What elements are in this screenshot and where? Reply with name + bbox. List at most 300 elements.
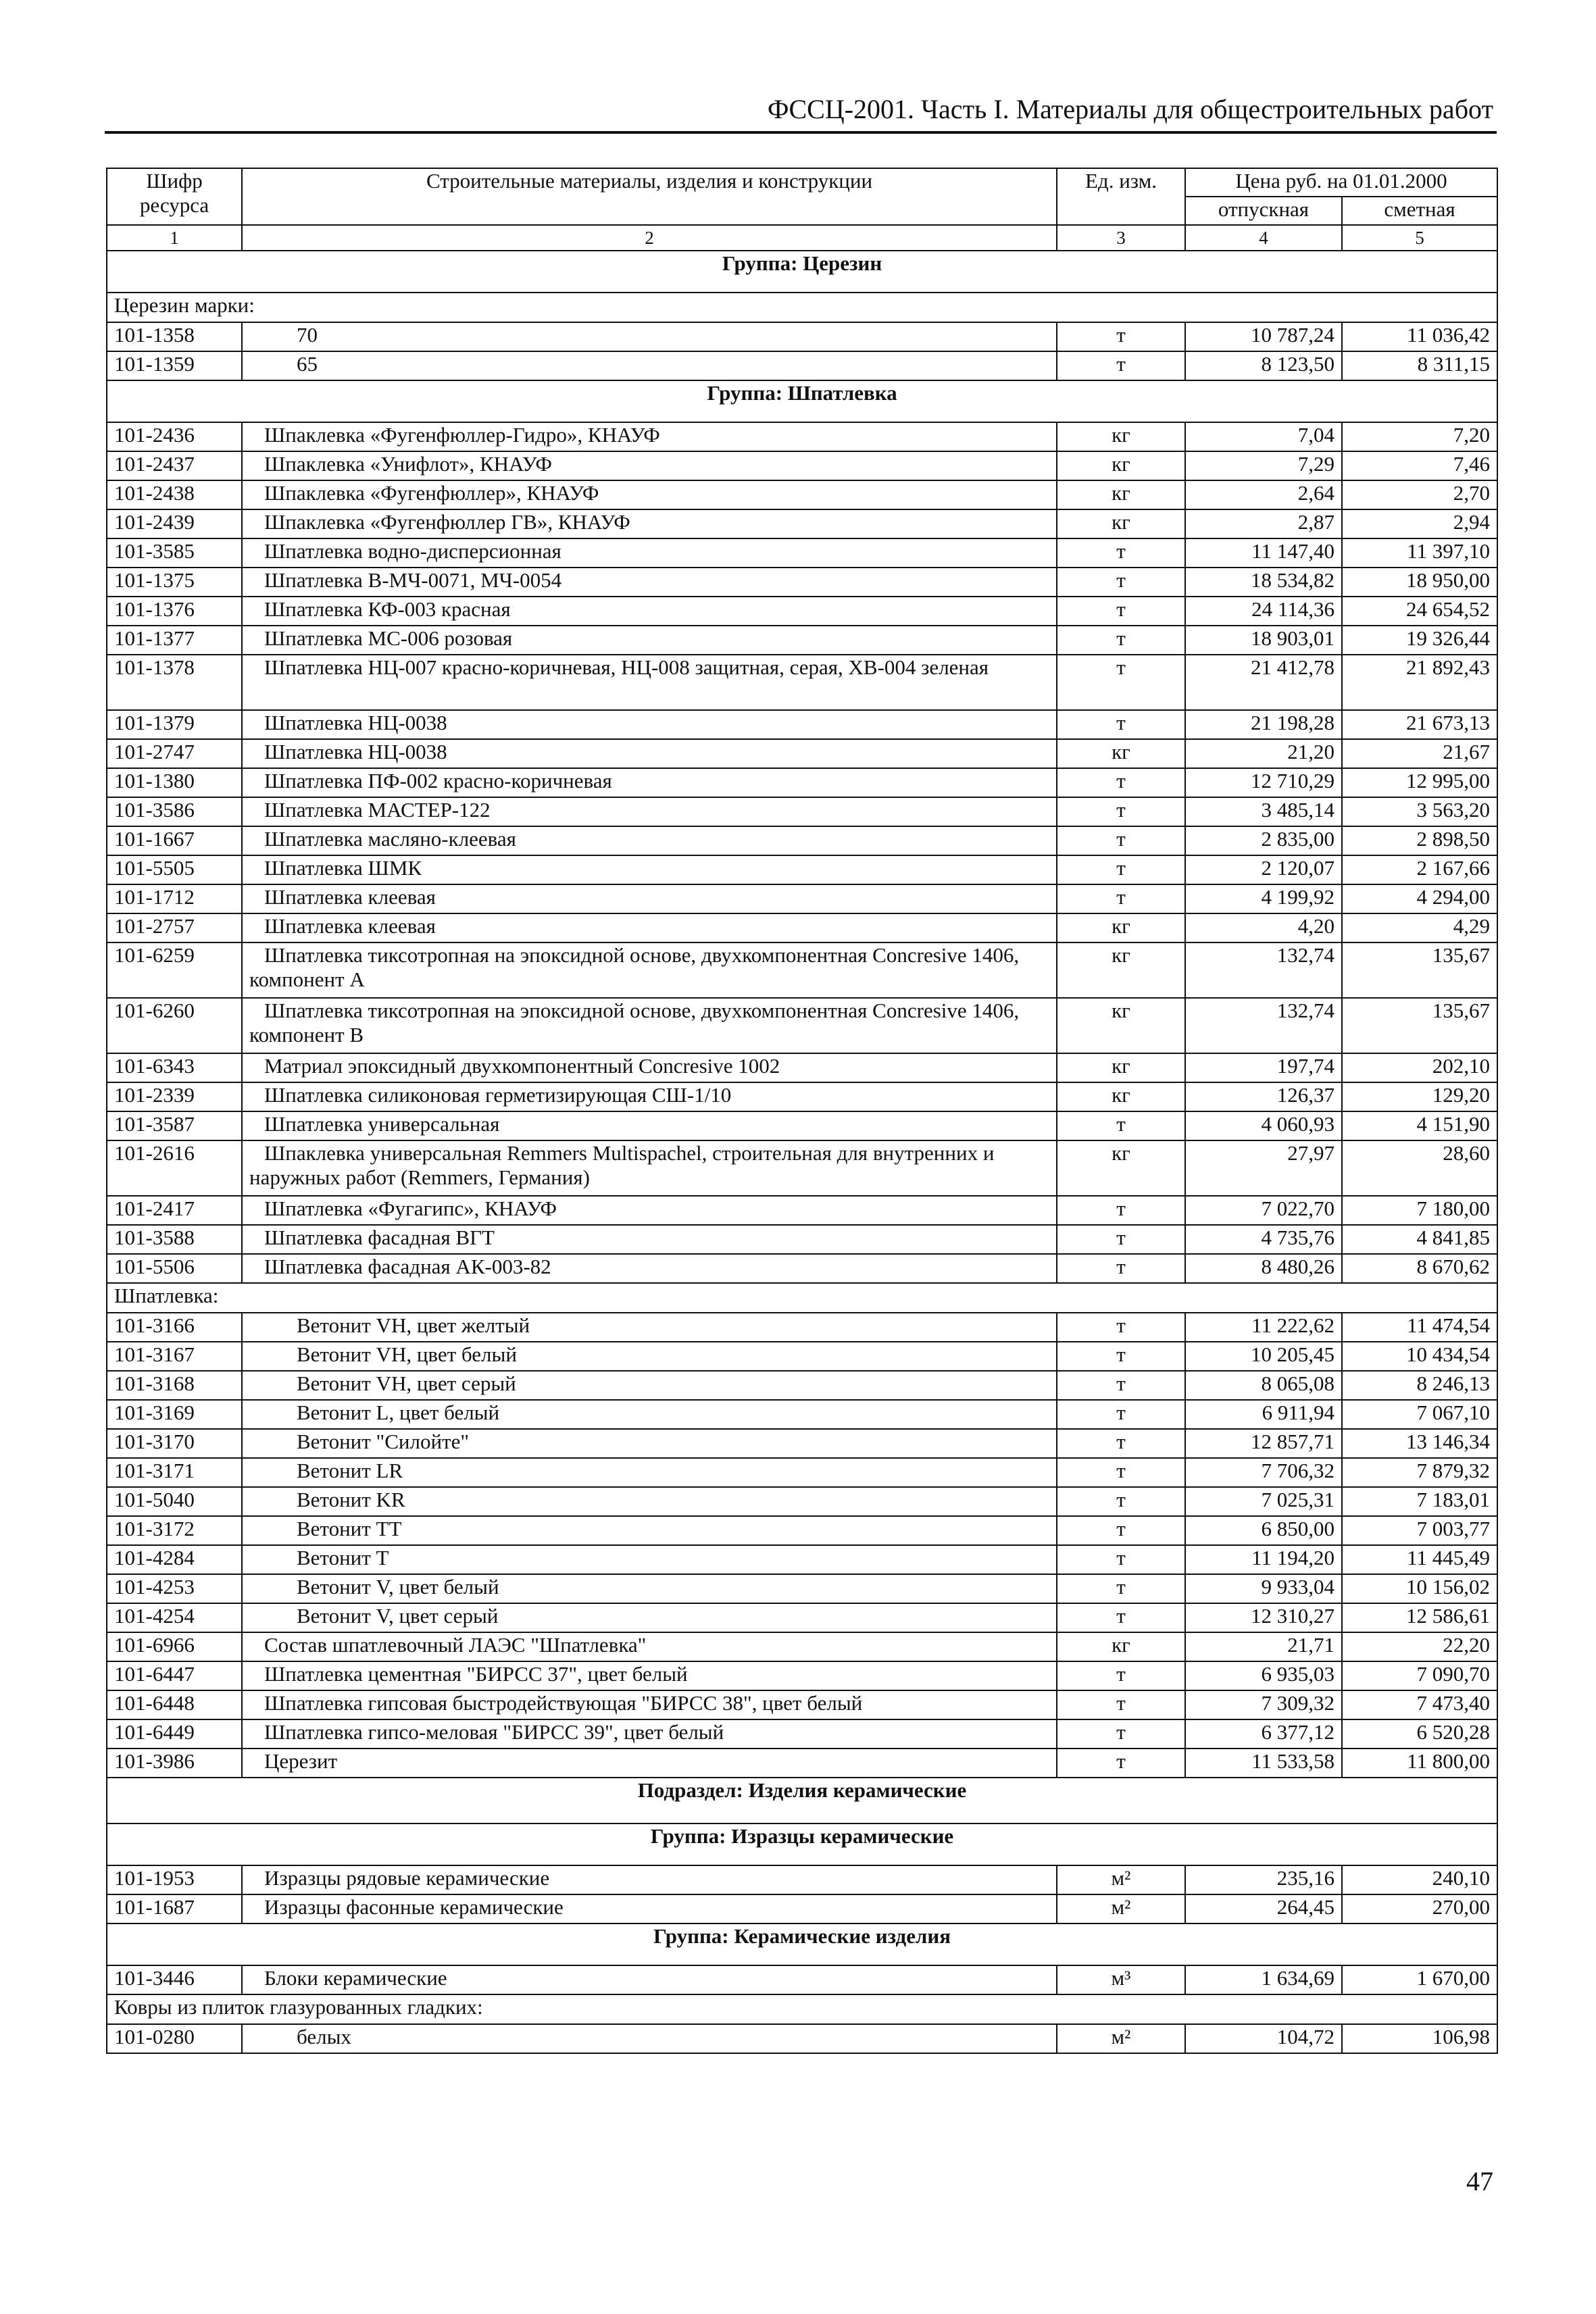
heading-text: Группа: Шпатлевка	[107, 380, 1497, 422]
resource-code: 101-1378	[107, 655, 242, 710]
estimate-price: 19 326,44	[1342, 626, 1497, 655]
estimate-price: 11 474,54	[1342, 1313, 1497, 1342]
unit-cell: м²	[1057, 2024, 1185, 2053]
resource-code: 101-3170	[107, 1429, 242, 1458]
material-name	[242, 1458, 1057, 1487]
material-name-text: Шпатлевка НЦ-0038	[264, 740, 447, 763]
release-price: 235,16	[1185, 1865, 1342, 1894]
table-row	[107, 998, 1497, 1053]
unit-cell: т	[1057, 1225, 1185, 1254]
column-number-row	[107, 225, 1497, 251]
material-name-text: Церезит	[264, 1749, 338, 1773]
release-price: 8 480,26	[1185, 1254, 1342, 1283]
resource-code: 101-3167	[107, 1342, 242, 1371]
estimate-price: 7 180,00	[1342, 1196, 1497, 1225]
unit-cell: т	[1057, 1313, 1185, 1342]
unit-cell: т	[1057, 1545, 1185, 1574]
estimate-price: 240,10	[1342, 1865, 1497, 1894]
resource-code: 101-3446	[107, 1965, 242, 1994]
material-name	[242, 1225, 1057, 1254]
estimate-price: 28,60	[1342, 1140, 1497, 1196]
table-row	[107, 1313, 1497, 1342]
table-row	[107, 884, 1497, 913]
material-name-text: Шпатлевка гипсо-меловая "БИРСС 39", цвет белый	[264, 1720, 724, 1744]
resource-code: 101-2436	[107, 422, 242, 451]
estimate-price: 11 445,49	[1342, 1545, 1497, 1574]
table-row	[107, 597, 1497, 626]
material-name	[242, 1313, 1057, 1342]
unit-cell: кг	[1057, 509, 1185, 538]
group-heading-row	[107, 251, 1497, 293]
material-name	[242, 1516, 1057, 1545]
release-price: 7 025,31	[1185, 1487, 1342, 1516]
release-price: 11 533,58	[1185, 1749, 1342, 1778]
material-name-text: Изразцы рядовые керамические	[264, 1866, 550, 1890]
estimate-price: 10 434,54	[1342, 1342, 1497, 1371]
unit-cell: кг	[1057, 1140, 1185, 1196]
unit-cell: т	[1057, 1487, 1185, 1516]
release-price: 12 310,27	[1185, 1603, 1342, 1632]
table-header-row	[107, 168, 1497, 197]
estimate-price: 24 654,52	[1342, 597, 1497, 626]
estimate-price: 8 670,62	[1342, 1254, 1497, 1283]
resource-code: 101-6966	[107, 1632, 242, 1661]
release-price: 8 123,50	[1185, 351, 1342, 380]
estimate-price: 21,67	[1342, 739, 1497, 768]
resource-code: 101-1377	[107, 626, 242, 655]
estimate-price: 3 563,20	[1342, 797, 1497, 826]
material-name	[242, 1603, 1057, 1632]
unit-cell: т	[1057, 1111, 1185, 1140]
group-heading-row	[107, 1823, 1497, 1865]
column-number: 1	[107, 225, 242, 251]
table-row	[107, 1342, 1497, 1371]
release-price: 7 309,32	[1185, 1690, 1342, 1719]
unit-cell: кг	[1057, 942, 1185, 998]
subheading-row	[107, 293, 1497, 322]
material-name-text: Шпатлевка цементная "БИРСС 37", цвет белый	[264, 1662, 688, 1686]
estimate-price: 7,46	[1342, 451, 1497, 480]
page-header-title: ФССЦ-2001. Часть I. Материалы для общестроительных работ	[767, 94, 1493, 124]
release-price: 2 835,00	[1185, 826, 1342, 855]
release-price: 10 205,45	[1185, 1342, 1342, 1371]
estimate-price: 129,20	[1342, 1082, 1497, 1111]
resource-code: 101-3588	[107, 1225, 242, 1254]
material-name	[242, 884, 1057, 913]
material-name	[242, 1140, 1057, 1196]
resource-code: 101-4253	[107, 1574, 242, 1603]
resource-code: 101-2439	[107, 509, 242, 538]
unit-cell: т	[1057, 768, 1185, 797]
release-price: 18 534,82	[1185, 568, 1342, 597]
subheading-row	[107, 1994, 1497, 2024]
material-name	[242, 1632, 1057, 1661]
resource-code: 101-5505	[107, 855, 242, 884]
material-name-text: Шпатлевка водно-дисперсионная	[264, 539, 562, 563]
material-name	[242, 1342, 1057, 1371]
estimate-price: 10 156,02	[1342, 1574, 1497, 1603]
subheading-text: Церезин марки:	[107, 293, 1497, 322]
estimate-price: 22,20	[1342, 1632, 1497, 1661]
estimate-price: 7,20	[1342, 422, 1497, 451]
unit-cell: т	[1057, 597, 1185, 626]
header-estimate-price: сметная	[1342, 197, 1497, 225]
release-price: 11 194,20	[1185, 1545, 1342, 1574]
header-release-price: отпускная	[1185, 197, 1342, 225]
material-name-text: Ветонит VH, цвет желтый	[297, 1313, 530, 1337]
table-row	[107, 1429, 1497, 1458]
material-name-text: Матриал эпоксидный двухкомпонентный Concresive 1002	[264, 1054, 780, 1078]
resource-code: 101-6259	[107, 942, 242, 998]
material-name	[242, 913, 1057, 942]
table-row	[107, 1749, 1497, 1778]
material-name-text: Шпатлевка тиксотропная на эпоксидной основе, двухкомпонентная Concresive 1406, компонент В	[249, 999, 1020, 1047]
heading-text: Группа: Церезин	[107, 251, 1497, 293]
heading-text: Подраздел: Изделия керамические	[107, 1778, 1497, 1823]
release-price: 7,29	[1185, 451, 1342, 480]
unit-cell: т	[1057, 1516, 1185, 1545]
unit-cell: кг	[1057, 480, 1185, 509]
table-row	[107, 422, 1497, 451]
unit-cell: т	[1057, 568, 1185, 597]
table-row	[107, 1545, 1497, 1574]
table-row	[107, 797, 1497, 826]
release-price: 8 065,08	[1185, 1371, 1342, 1400]
estimate-price: 21 673,13	[1342, 710, 1497, 739]
resource-code: 101-1712	[107, 884, 242, 913]
unit-cell: т	[1057, 797, 1185, 826]
material-name	[242, 1690, 1057, 1719]
resource-code: 101-1375	[107, 568, 242, 597]
release-price: 264,45	[1185, 1894, 1342, 1923]
material-name-text: Ветонит LR	[297, 1459, 403, 1482]
release-price: 2,87	[1185, 509, 1342, 538]
material-name	[242, 1429, 1057, 1458]
material-name-text: Шпатлевка гипсовая быстродействующая "БИРСС 38", цвет белый	[264, 1691, 863, 1715]
header-code: Шифр ресурса	[107, 168, 242, 225]
table-row	[107, 739, 1497, 768]
material-name-text: Ветонит VH, цвет серый	[297, 1372, 516, 1395]
material-name-text: Состав шпатлевочный ЛАЭС "Шпатлевка"	[264, 1633, 647, 1657]
unit-cell: т	[1057, 1342, 1185, 1371]
estimate-price: 4 841,85	[1342, 1225, 1497, 1254]
resource-code: 101-2438	[107, 480, 242, 509]
material-name	[242, 855, 1057, 884]
release-price: 11 222,62	[1185, 1313, 1342, 1342]
material-name-text: Шпатлевка КФ-003 красная	[264, 597, 511, 621]
material-name-text: Шпатлевка силиконовая герметизирующая СШ-1/10	[264, 1083, 732, 1107]
material-name-text: Изразцы фасонные керамические	[264, 1895, 564, 1919]
release-price: 126,37	[1185, 1082, 1342, 1111]
unit-cell: кг	[1057, 1082, 1185, 1111]
material-name	[242, 1894, 1057, 1923]
estimate-price: 270,00	[1342, 1894, 1497, 1923]
material-name	[242, 1749, 1057, 1778]
material-name	[242, 1053, 1057, 1082]
material-name	[242, 597, 1057, 626]
material-name-text: Шпатлевка клеевая	[264, 914, 436, 938]
header-price: Цена руб. на 01.01.2000	[1185, 168, 1497, 197]
resource-code: 101-2747	[107, 739, 242, 768]
resource-code: 101-3171	[107, 1458, 242, 1487]
unit-cell: т	[1057, 1603, 1185, 1632]
resource-code: 101-0280	[107, 2024, 242, 2053]
material-name-text: Шпатлевка НЦ-007 красно-коричневая, НЦ-008 защитная, серая, ХВ-004 зеленая	[264, 655, 989, 679]
material-name	[242, 1545, 1057, 1574]
release-price: 7,04	[1185, 422, 1342, 451]
resource-code: 101-1953	[107, 1865, 242, 1894]
unit-cell: т	[1057, 826, 1185, 855]
material-name-text: белых	[297, 2025, 351, 2048]
table-row	[107, 351, 1497, 380]
table-row	[107, 626, 1497, 655]
material-name	[242, 2024, 1057, 2053]
table-row	[107, 1690, 1497, 1719]
table-row	[107, 1487, 1497, 1516]
resource-code: 101-2417	[107, 1196, 242, 1225]
release-price: 4,20	[1185, 913, 1342, 942]
estimate-price: 1 670,00	[1342, 1965, 1497, 1994]
material-name-text: Шпаклевка универсальная Remmers Multispachel, строительная для внутренних и наружных работ (Remmers, Германия)	[249, 1141, 995, 1189]
resource-code: 101-6448	[107, 1690, 242, 1719]
material-name	[242, 1254, 1057, 1283]
release-price: 21 198,28	[1185, 710, 1342, 739]
resource-code: 101-1667	[107, 826, 242, 855]
material-name-text: Блоки керамические	[264, 1966, 447, 1990]
unit-cell: т	[1057, 1458, 1185, 1487]
unit-cell: т	[1057, 1749, 1185, 1778]
estimate-price: 7 473,40	[1342, 1690, 1497, 1719]
table-row	[107, 1082, 1497, 1111]
material-name	[242, 451, 1057, 480]
resource-code: 101-2437	[107, 451, 242, 480]
estimate-price: 6 520,28	[1342, 1719, 1497, 1749]
unit-cell: т	[1057, 1690, 1185, 1719]
table-row	[107, 710, 1497, 739]
material-name-text: Шпатлевка МАСТЕР-122	[264, 798, 491, 822]
subheading-row	[107, 1283, 1497, 1313]
table-row	[107, 2024, 1497, 2053]
release-price: 6 850,00	[1185, 1516, 1342, 1545]
table-row	[107, 1719, 1497, 1749]
material-name	[242, 1487, 1057, 1516]
unit-cell: т	[1057, 884, 1185, 913]
material-name-text: Шпаклевка «Фугенфюллер», КНАУФ	[264, 481, 599, 505]
material-name	[242, 1371, 1057, 1400]
table-row	[107, 509, 1497, 538]
unit-cell: т	[1057, 322, 1185, 351]
header-name: Строительные материалы, изделия и конструкции	[242, 168, 1057, 225]
resource-code: 101-1376	[107, 597, 242, 626]
material-name-text: Шпатлевка клеевая	[264, 885, 436, 909]
table-row	[107, 942, 1497, 998]
table-row	[107, 1894, 1497, 1923]
resource-code: 101-1379	[107, 710, 242, 739]
material-name	[242, 1082, 1057, 1111]
estimate-price: 12 586,61	[1342, 1603, 1497, 1632]
material-name-text: Ветонит V, цвет серый	[297, 1604, 499, 1628]
material-name-text: Ветонит L, цвет белый	[297, 1401, 500, 1424]
material-name-text: Шпатлевка «Фугагипс», КНАУФ	[264, 1197, 557, 1220]
material-name-text: Шпатлевка тиксотропная на эпоксидной основе, двухкомпонентная Concresive 1406, компонент А	[249, 943, 1020, 991]
table-row	[107, 1400, 1497, 1429]
unit-cell: т	[1057, 351, 1185, 380]
resource-code: 101-3586	[107, 797, 242, 826]
resource-code: 101-5506	[107, 1254, 242, 1283]
release-price: 4 060,93	[1185, 1111, 1342, 1140]
estimate-price: 2 167,66	[1342, 855, 1497, 884]
table-row	[107, 1111, 1497, 1140]
table-row	[107, 855, 1497, 884]
table-row	[107, 655, 1497, 710]
unit-cell: кг	[1057, 998, 1185, 1053]
material-name-text: 65	[297, 352, 318, 376]
material-name-text: Ветонит KR	[297, 1488, 405, 1511]
page-number: 47	[1466, 2166, 1493, 2196]
material-name-text: Шпатлевка универсальная	[264, 1112, 500, 1136]
material-name	[242, 626, 1057, 655]
material-name	[242, 509, 1057, 538]
material-name	[242, 1865, 1057, 1894]
resource-code: 101-6343	[107, 1053, 242, 1082]
unit-cell: т	[1057, 1661, 1185, 1690]
material-name	[242, 1574, 1057, 1603]
heading-text: Группа: Изразцы керамические	[107, 1823, 1497, 1865]
estimate-price: 21 892,43	[1342, 655, 1497, 710]
material-name	[242, 1111, 1057, 1140]
estimate-price: 4 151,90	[1342, 1111, 1497, 1140]
release-price: 21,20	[1185, 739, 1342, 768]
unit-cell: м²	[1057, 1865, 1185, 1894]
material-name	[242, 422, 1057, 451]
material-name-text: Шпаклевка «Фугенфюллер ГВ», КНАУФ	[264, 510, 630, 534]
table-row	[107, 1053, 1497, 1082]
section-heading-row	[107, 1778, 1497, 1823]
unit-cell: т	[1057, 626, 1185, 655]
material-name	[242, 1196, 1057, 1225]
unit-cell: т	[1057, 1254, 1185, 1283]
material-name-text: Шпатлевка масляно-клеевая	[264, 827, 516, 851]
estimate-price: 4,29	[1342, 913, 1497, 942]
table-row	[107, 826, 1497, 855]
release-price: 12 710,29	[1185, 768, 1342, 797]
estimate-price: 11 800,00	[1342, 1749, 1497, 1778]
material-name-text: Шпатлевка НЦ-0038	[264, 711, 447, 734]
table-row	[107, 1140, 1497, 1196]
material-name	[242, 998, 1057, 1053]
material-name	[242, 568, 1057, 597]
resource-code: 101-4254	[107, 1603, 242, 1632]
release-price: 10 787,24	[1185, 322, 1342, 351]
resource-code: 101-1380	[107, 768, 242, 797]
release-price: 7 706,32	[1185, 1458, 1342, 1487]
estimate-price: 11 397,10	[1342, 538, 1497, 568]
material-name	[242, 739, 1057, 768]
column-number: 5	[1342, 225, 1497, 251]
material-name	[242, 710, 1057, 739]
estimate-price: 135,67	[1342, 942, 1497, 998]
estimate-price: 8 311,15	[1342, 351, 1497, 380]
resource-code: 101-3585	[107, 538, 242, 568]
table-row	[107, 451, 1497, 480]
table-row	[107, 1196, 1497, 1225]
unit-cell: м³	[1057, 1965, 1185, 1994]
header-rule	[105, 131, 1497, 134]
release-price: 21,71	[1185, 1632, 1342, 1661]
release-price: 6 935,03	[1185, 1661, 1342, 1690]
table-row	[107, 1458, 1497, 1487]
table-row	[107, 1661, 1497, 1690]
table-row	[107, 480, 1497, 509]
table-row	[107, 913, 1497, 942]
unit-cell: т	[1057, 538, 1185, 568]
table-row	[107, 1965, 1497, 1994]
unit-cell: кг	[1057, 739, 1185, 768]
release-price: 27,97	[1185, 1140, 1342, 1196]
estimate-price: 7 183,01	[1342, 1487, 1497, 1516]
material-name-text: Шпатлевка фасадная ВГТ	[264, 1226, 495, 1249]
unit-cell: т	[1057, 1719, 1185, 1749]
material-name	[242, 1965, 1057, 1994]
column-number: 2	[242, 225, 1057, 251]
resource-code: 101-3587	[107, 1111, 242, 1140]
release-price: 132,74	[1185, 942, 1342, 998]
release-price: 7 022,70	[1185, 1196, 1342, 1225]
table-row	[107, 1371, 1497, 1400]
unit-cell: т	[1057, 655, 1185, 710]
release-price: 132,74	[1185, 998, 1342, 1053]
material-name	[242, 322, 1057, 351]
table-row	[107, 1574, 1497, 1603]
resource-code: 101-6260	[107, 998, 242, 1053]
resource-code: 101-3986	[107, 1749, 242, 1778]
estimate-price: 12 995,00	[1342, 768, 1497, 797]
table-body	[107, 251, 1497, 2053]
unit-cell: т	[1057, 1196, 1185, 1225]
estimate-price: 13 146,34	[1342, 1429, 1497, 1458]
release-price: 2,64	[1185, 480, 1342, 509]
release-price: 2 120,07	[1185, 855, 1342, 884]
resource-code: 101-3166	[107, 1313, 242, 1342]
unit-cell: т	[1057, 855, 1185, 884]
material-name-text: Шпатлевка ПФ-002 красно-коричневая	[264, 769, 612, 793]
material-name-text: Шпатлевка ШМК	[264, 856, 422, 880]
column-number: 4	[1185, 225, 1342, 251]
material-name-text: Ветонит V, цвет белый	[297, 1575, 499, 1599]
table-row	[107, 768, 1497, 797]
resource-code: 101-6449	[107, 1719, 242, 1749]
table-row	[107, 1516, 1497, 1545]
resource-code: 101-2616	[107, 1140, 242, 1196]
resource-code: 101-2757	[107, 913, 242, 942]
material-name	[242, 538, 1057, 568]
estimate-price: 18 950,00	[1342, 568, 1497, 597]
group-heading-row	[107, 380, 1497, 422]
estimate-price: 7 067,10	[1342, 1400, 1497, 1429]
estimate-price: 4 294,00	[1342, 884, 1497, 913]
material-name	[242, 480, 1057, 509]
release-price: 11 147,40	[1185, 538, 1342, 568]
resource-code: 101-2339	[107, 1082, 242, 1111]
resource-code: 101-5040	[107, 1487, 242, 1516]
table-row	[107, 1632, 1497, 1661]
unit-cell: т	[1057, 1429, 1185, 1458]
estimate-price: 2 898,50	[1342, 826, 1497, 855]
unit-cell: кг	[1057, 451, 1185, 480]
column-number: 3	[1057, 225, 1185, 251]
unit-cell: м²	[1057, 1894, 1185, 1923]
table-row	[107, 568, 1497, 597]
